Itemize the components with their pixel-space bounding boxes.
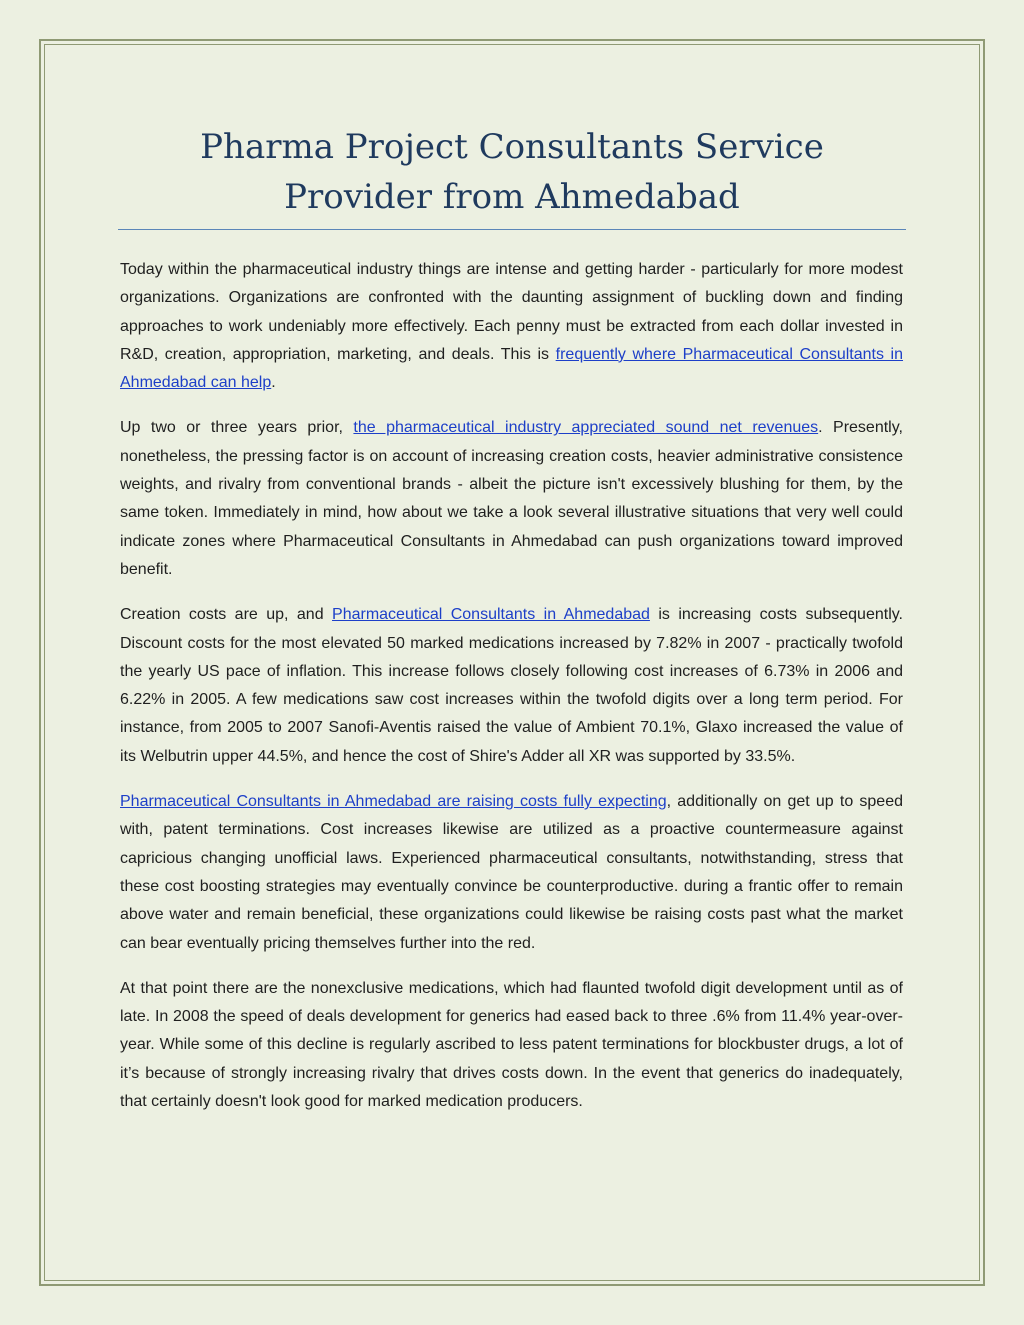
paragraph-2-text-after: . Presently, nonetheless, the pressing factor is on account of increasing creation costs, heavier administrative consistence weights, and rivalry from conventional brands - albeit the picture isn't excessively blushing for them, by the same token. Immediately in mind, how about we take a look several illustrative situations that very well could indicate zones where Pharmaceutical Consultants in Ahmedabad can push organizations toward improved benefit.	[120, 419, 903, 578]
link-raising-costs[interactable]: Pharmaceutical Consultants in Ahmedabad are raising costs fully expecting	[120, 793, 667, 811]
title-line-1: Pharma Project Consultants Service	[200, 127, 824, 167]
paragraph-1-text-before: Today within the pharmaceutical industry things are intense and getting harder - particularly for more modest organizations. Organizations are confronted with the daunting assignment of buckling down and finding approaches to work undeniably more effectively. Each penny must be extracted from each dollar invested in R&D, creation, appropriation, marketing, and deals. This is	[120, 261, 903, 363]
link-pharmaceutical-consultants[interactable]: Pharmaceutical Consultants in Ahmedabad	[332, 606, 650, 624]
paragraph-3-text-after: is increasing costs subsequently. Discount costs for the most elevated 50 marked medications increased by 7.82% in 2007 - practically twofold the yearly US pace of inflation. This increase follows closely following cost increases of 6.73% in 2006 and 6.22% in 2005. A few medications saw cost increases within the twofold digits over a long term period. For instance, from 2005 to 2007 Sanofi-Aventis raised the value of Ambient 70.1%, Glaxo increased the value of its Welbutrin upper 44.5%, and hence the cost of Shire's Adder all XR was supported by 33.5%.	[120, 606, 903, 765]
title-underline	[118, 229, 906, 230]
document-body	[120, 256, 903, 1133]
link-sound-net-revenues[interactable]: the pharmaceutical industry appreciated sound net revenues	[353, 419, 819, 437]
paragraph-4-text-after: , additionally on get up to speed with, patent terminations. Cost increases likewise are utilized as a proactive countermeasure against capricious changing unofficial laws. Experienced pharmaceutical consultants, notwithstanding, stress that these cost boosting strategies may eventually convince be counterproductive. during a frantic offer to remain above water and remain beneficial, these organizations could likewise be raising costs past what the market can bear eventually pricing themselves further into the red.	[120, 793, 904, 952]
paragraph-5-text: At that point there are the nonexclusive medications, which had flaunted twofold digit development until as of late. In 2008 the speed of deals development for generics had eased back to three .6% from 11.4% year-over-year. While some of this decline is regularly ascribed to less patent terminations for blockbuster drugs, a lot of it’s because of strongly increasing rivalry that drives costs down. In the event that generics do inadequately, that certainly doesn't look good for marked medication producers.	[120, 979, 903, 1111]
paragraph-5	[120, 975, 903, 1116]
paragraph-2-text-before: Up two or three years prior,	[120, 419, 354, 437]
title-line-2: Provider from Ahmedabad	[284, 177, 740, 217]
paragraph-1	[120, 256, 903, 397]
paragraph-1-text-after: .	[271, 374, 276, 392]
paragraph-3	[120, 601, 903, 771]
link-consultants-can-help[interactable]: frequently where Pharmaceutical Consultants in Ahmedabad can help	[120, 345, 904, 392]
paragraph-3-text-before: Creation costs are up, and	[120, 606, 333, 624]
paragraph-4	[120, 788, 903, 958]
paragraph-2	[120, 414, 903, 584]
document-title	[118, 122, 906, 222]
